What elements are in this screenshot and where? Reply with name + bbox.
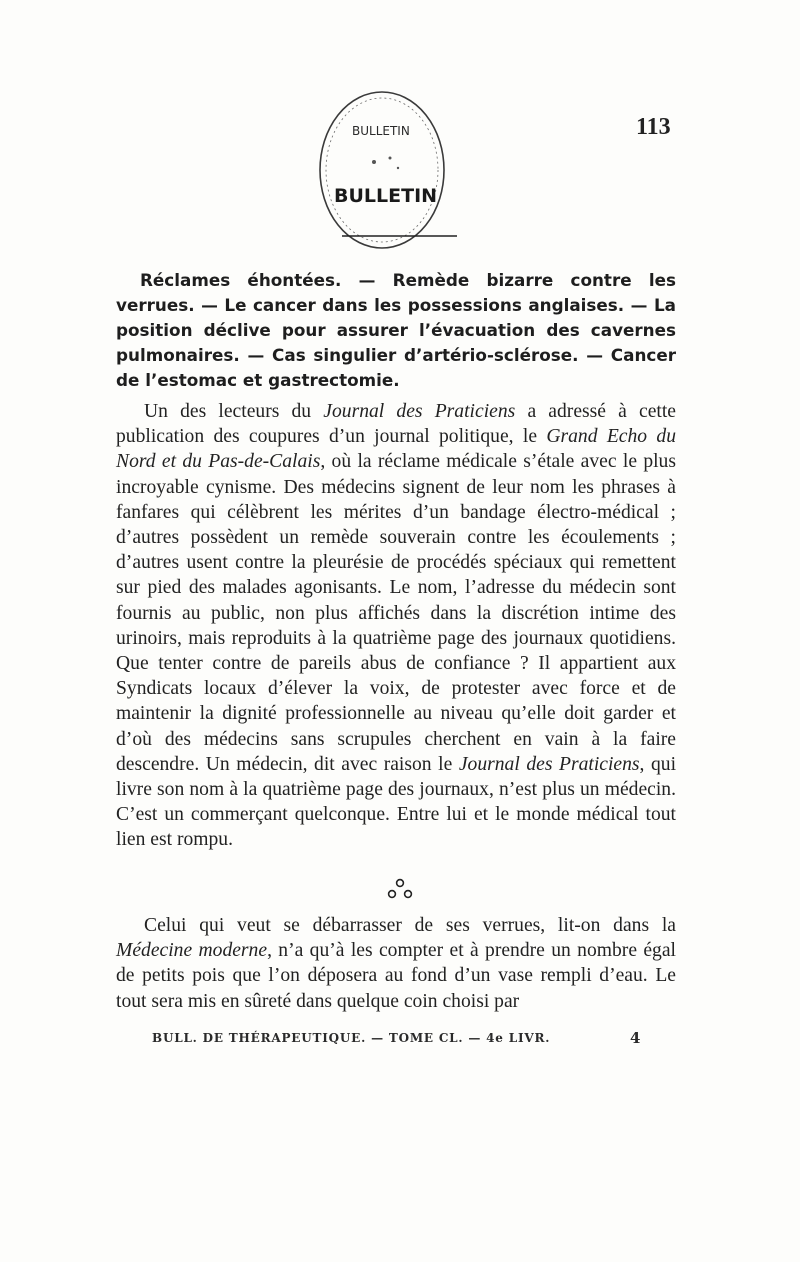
newspaper-title: Grand Echo du Nord et du Pas-de-Calais bbox=[116, 426, 676, 473]
journal-title: Journal des Praticiens bbox=[323, 401, 516, 422]
journal-title: Médecine moderne bbox=[116, 940, 268, 962]
signature-mark: 4 bbox=[630, 1029, 641, 1047]
stamp-top-text: BULLETIN bbox=[352, 124, 410, 138]
stamp-center-text: BULLETIN bbox=[334, 185, 438, 207]
library-stamp bbox=[312, 90, 462, 270]
paragraph-text: Celui qui veut se débarrasser de ses verrues, lit-on dans la bbox=[144, 915, 676, 936]
paragraph-reclames bbox=[116, 399, 676, 853]
paragraph-verrues bbox=[116, 913, 676, 1014]
paragraph-text: Un des lecteurs du bbox=[144, 401, 324, 422]
journal-title: Journal des Praticiens bbox=[458, 753, 640, 775]
paragraph-text: a adressé à cette publication des coupures d’un journal politique, le bbox=[116, 401, 676, 448]
asterism-separator bbox=[380, 876, 420, 904]
section-summary bbox=[116, 268, 676, 393]
page-number: 113 bbox=[636, 114, 671, 140]
paragraph-text: , où la réclame médicale s’étale avec le plus incroyable cynisme. Des médecins signent de leur nom les phrases à fanfares qui célèbrent les mérites d’un bandage électro-médical ; d’autres possèdent un remède souverain contre les écoulements ; d’autres usent contre la pleurésie de procédés spéciaux qui remettent sur pied des malades agonisants. Le nom, l’adresse du médecin sont fournis au public, non plus affichés dans la discrétion intime des urinoirs, mais reproduits à la quatrième page des journaux quotidiens. Que tenter contre de pareils abus de confiance ? Il appartient aux Syndicats locaux d’élever la voix, de protester avec force et de maintenir la dignité professionnelle au niveau qu’elle doit garder et d’où des médecins sans scrupules cherchent en vain à la faire descendre. Un médecin, dit avec raison le bbox=[116, 451, 676, 775]
summary-text: Réclames éhontées. — Remède bizarre contre les verrues. — Le cancer dans les possessions anglaises. — La position déclive pour assurer l’évacuation des cavernes pulmonaires. — Cas singulier d’artério-sclérose. — Cancer de l’estomac et gastrectomie. bbox=[116, 270, 676, 390]
paragraph-text: , qui livre son nom à la quatrième page des journaux, n’est plus un médecin. C’est un commerçant quelconque. Entre lui et le monde médical tout lien est rompu. bbox=[116, 753, 677, 851]
footer-signature-line: BULL. DE THÉRAPEUTIQUE. — TOME CL. — 4e LIVR. bbox=[152, 1031, 551, 1045]
paragraph-text: , n’a qu’à les compter et à prendre un nombre égal de petits pois que l’on déposera au fond d’un vase rempli d’eau. Le tout sera mis en sûreté dans quelque coin choisi par bbox=[116, 940, 676, 1012]
